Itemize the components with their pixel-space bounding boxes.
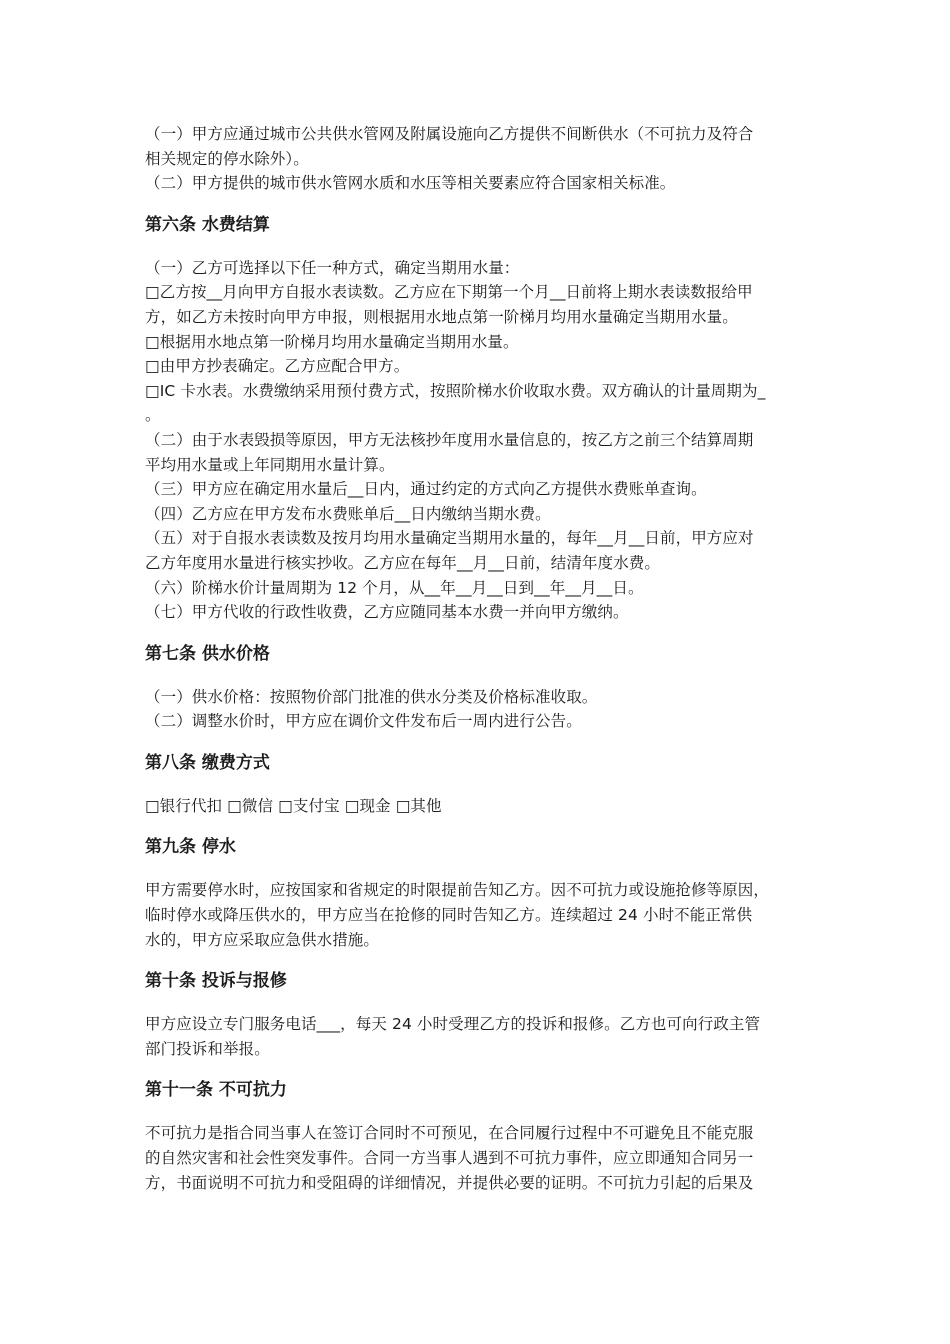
paragraph-line: （一）甲方应通过城市公共供水管网及附属设施向乙方提供不间断供水（不可抗力及符合: [145, 125, 754, 143]
paragraph-line: （三）甲方应在确定用水量后__日内，通过约定的方式向乙方提供水费账单查询。: [145, 480, 707, 499]
paragraph-line: □根据用水地点第一阶梯月均用水量确定当期用水量。: [145, 332, 519, 351]
paragraph-line: 方，如乙方未按时向甲方申报，则根据用水地点第一阶梯月均用水量确定当期用水量。: [145, 307, 738, 326]
paragraph-line: □由甲方抄表确定。乙方应配合甲方。: [145, 357, 410, 376]
paragraph-line: （四）乙方应在甲方发布水费账单后__日内缴纳当期水费。: [145, 504, 551, 523]
paragraph-line: 甲方应设立专门服务电话___，每天 24 小时受理乙方的投诉和报修。乙方也可向行政主管: [145, 1015, 761, 1034]
paragraph-line: 乙方年度用水量进行核实抄收。乙方应在每年__月__日前，结清年度水费。: [145, 553, 661, 572]
paragraph-line: 方，书面说明不可抗力和受阻碍的详细情况，并提供必要的证明。不可抗力引起的后果及: [145, 1173, 754, 1192]
paragraph-line: （二）调整水价时，甲方应在调价文件发布后一周内进行公告。: [145, 712, 582, 731]
paragraph-line: 。: [145, 406, 161, 425]
paragraph-line: □乙方按__月向甲方自报水表读数。乙方应在下期第一个月__日前将上期水表读数报给甲: [145, 283, 753, 302]
paragraph-line: （六）阶梯水价计量周期为 12 个月，从__年__月__日到__年__月__日。: [145, 578, 644, 597]
paragraph-line: 水的，甲方应采取应急供水措施。: [145, 930, 380, 949]
paragraph-line: （一）乙方可选择以下任一种方式，确定当期用水量：: [145, 258, 520, 277]
document-page: [145, 122, 805, 1195]
paragraph-line: 的自然灾害和社会性突发事件。合同一方当事人遇到不可抗力事件，应立即通知合同另一: [145, 1149, 754, 1168]
paragraph-line: 甲方需要停水时，应按国家和省规定的时限提前告知乙方。因不可抗力或设施抢修等原因，: [145, 881, 770, 900]
paragraph-line: （二）由于水表毁损等原因，甲方无法核抄年度用水量信息的，按乙方之前三个结算周期: [145, 430, 754, 449]
section-heading-11: 第十一条 不可抗力: [145, 1080, 287, 1101]
section-heading-6: 第六条 水费结算: [145, 214, 270, 235]
payment-options-line: □银行代扣 □微信 □支付宝 □现金 □其他: [145, 796, 442, 815]
paragraph-line: 不可抗力是指合同当事人在签订合同时不可预见，在合同履行过程中不可避免且不能克服: [145, 1124, 754, 1143]
paragraph-line: （二）甲方提供的城市供水管网水质和水压等相关要素应符合国家相关标准。: [145, 174, 676, 193]
paragraph-line: 部门投诉和举报。: [145, 1039, 270, 1058]
paragraph-line: （一）供水价格：按照物价部门批准的供水分类及价格标准收取。: [145, 687, 598, 706]
paragraph-line: （五）对于自报水表读数及按月均用水量确定当期用水量的，每年__月__日前，甲方应对: [145, 529, 754, 548]
section-heading-8: 第八条 缴费方式: [145, 752, 270, 773]
section-heading-7: 第七条 供水价格: [145, 643, 270, 664]
section-heading-10: 第十条 投诉与报修: [145, 971, 287, 992]
paragraph-line: （七）甲方代收的行政性收费，乙方应随同基本水费一并向甲方缴纳。: [145, 603, 629, 622]
paragraph-line: 临时停水或降压供水的，甲方应当在抢修的同时告知乙方。连续超过 24 小时不能正常供: [145, 906, 753, 925]
paragraph-line: □IC 卡水表。水费缴纳采用预付费方式，按照阶梯水价收取水费。双方确认的计量周期为_: [145, 381, 766, 400]
section-heading-9: 第九条 停水: [145, 837, 236, 858]
paragraph-line: 相关规定的停水除外）。: [145, 149, 309, 168]
paragraph-line: 平均用水量或上年同期用水量计算。: [145, 455, 395, 474]
